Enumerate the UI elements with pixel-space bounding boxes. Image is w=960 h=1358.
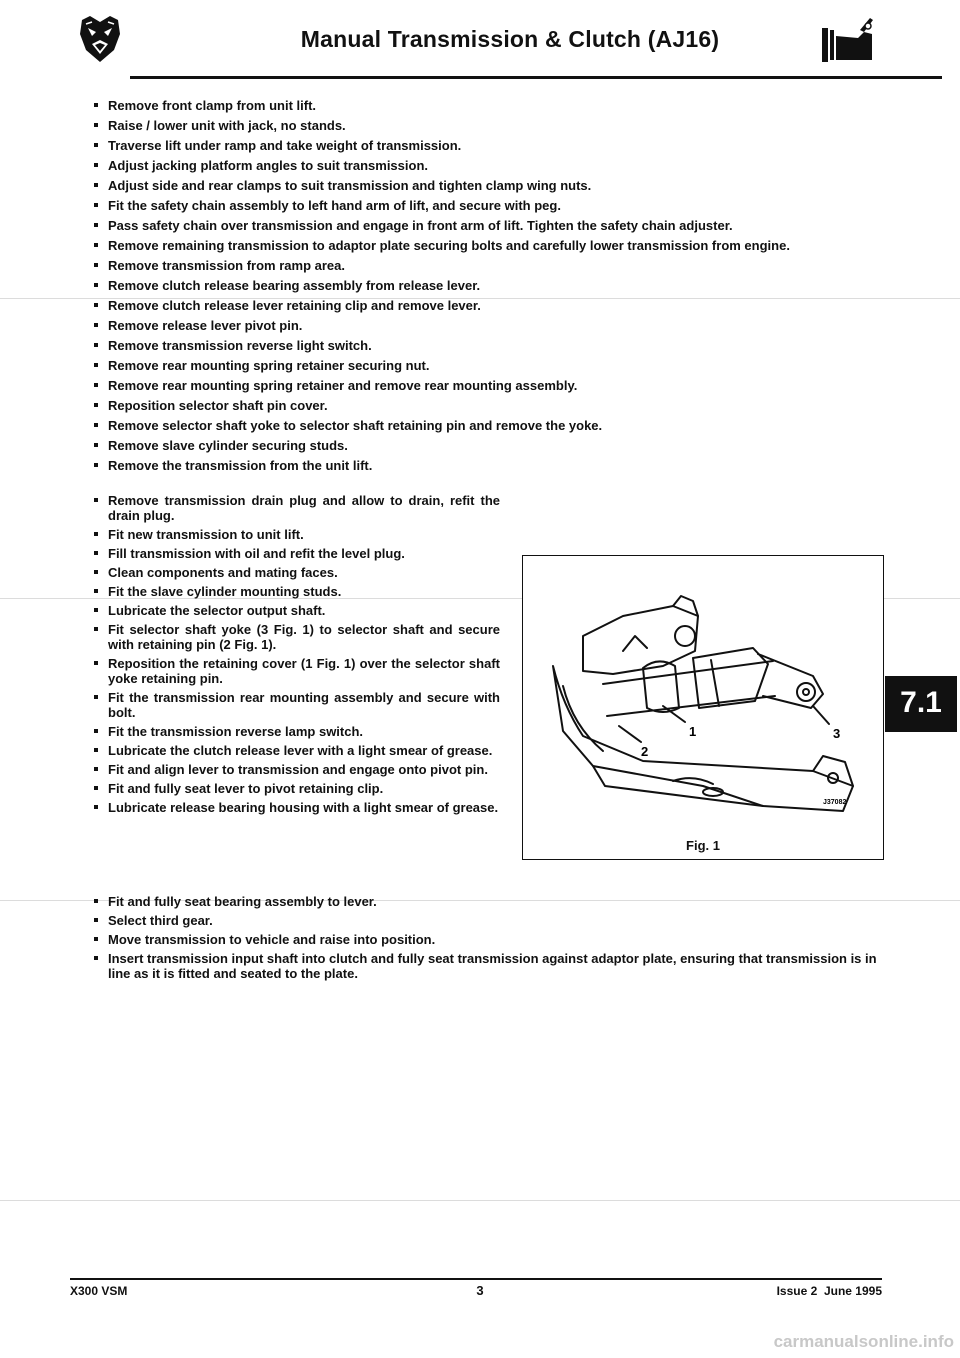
callout-label: 1 <box>689 724 697 739</box>
figure-1 <box>522 555 884 860</box>
header-rule <box>130 76 942 79</box>
footer-issue-date: Issue 2 June 1995 <box>776 1284 882 1298</box>
step-item: Fit the transmission reverse lamp switch. <box>88 724 500 739</box>
step-item: Remove transmission drain plug and allow to drain, refit the drain plug. <box>88 493 500 523</box>
step-item: Fill transmission with oil and refit the level plug. <box>88 546 500 561</box>
step-item: Remove clutch release bearing assembly from release lever. <box>88 278 888 293</box>
selector-yoke-illustration <box>523 556 883 836</box>
scan-guide-line <box>0 1200 960 1201</box>
figure-caption: Fig. 1 <box>686 838 720 853</box>
figure-ref-code: J37082 <box>823 799 847 806</box>
footer-rule <box>70 1278 882 1280</box>
step-item: Lubricate release bearing housing with a light smear of grease. <box>88 800 500 815</box>
step-item: Remove rear mounting spring retainer and remove rear mounting assembly. <box>88 378 888 393</box>
step-item: Lubricate the selector output shaft. <box>88 603 500 618</box>
step-item: Clean components and mating faces. <box>88 565 500 580</box>
step-item: Remove slave cylinder securing studs. <box>88 438 888 453</box>
step-item: Traverse lift under ramp and take weight of transmission. <box>88 138 888 153</box>
page-title: Manual Transmission & Clutch (AJ16) <box>300 26 720 52</box>
step-item: Fit selector shaft yoke (3 Fig. 1) to selector shaft and secure with retaining pin (2 Fig. 1). <box>88 622 500 652</box>
callout-label: 2 <box>641 744 649 759</box>
step-item: Remove remaining transmission to adaptor plate securing bolts and carefully lower transmission from engine. <box>88 238 888 253</box>
step-item: Remove transmission reverse light switch. <box>88 338 888 353</box>
step-item: Fit the transmission rear mounting assembly and secure with bolt. <box>88 690 500 720</box>
section-tab <box>885 676 957 732</box>
procedure-steps-middle <box>88 493 500 819</box>
step-item: Reposition selector shaft pin cover. <box>88 398 888 413</box>
section-tab-label: 7.1 <box>900 686 942 719</box>
step-item: Select third gear. <box>88 913 888 928</box>
step-item: Remove front clamp from unit lift. <box>88 98 888 113</box>
page-number: 3 <box>476 1283 484 1298</box>
step-item: Remove selector shaft yoke to selector shaft retaining pin and remove the yoke. <box>88 418 888 433</box>
footer-manual-code: X300 VSM <box>70 1284 128 1298</box>
step-item: Reposition the retaining cover (1 Fig. 1) over the selector shaft yoke retaining pin. <box>88 656 500 686</box>
step-item: Move transmission to vehicle and raise into position. <box>88 932 888 947</box>
step-item: Fit new transmission to unit lift. <box>88 527 500 542</box>
page-header <box>60 10 880 72</box>
step-item: Lubricate the clutch release lever with a light smear of grease. <box>88 743 500 758</box>
step-item: Remove rear mounting spring retainer securing nut. <box>88 358 888 373</box>
step-item: Pass safety chain over transmission and engage in front arm of lift. Tighten the safety chain adjuster. <box>88 218 888 233</box>
step-item: Remove transmission from ramp area. <box>88 258 888 273</box>
step-item: Fit the slave cylinder mounting studs. <box>88 584 500 599</box>
step-item: Adjust side and rear clamps to suit transmission and tighten clamp wing nuts. <box>88 178 888 193</box>
step-item: Remove clutch release lever retaining clip and remove lever. <box>88 298 888 313</box>
procedure-steps-bottom <box>88 894 888 985</box>
step-item: Adjust jacking platform angles to suit transmission. <box>88 158 888 173</box>
procedure-steps-top <box>88 98 888 478</box>
step-item: Insert transmission input shaft into clutch and fully seat transmission against adaptor plate, ensuring that transmission is in line as it is fitted and seated to the plate. <box>88 951 888 981</box>
step-item: Fit and fully seat bearing assembly to lever. <box>88 894 888 909</box>
step-item: Fit and align lever to transmission and engage onto pivot pin. <box>88 762 500 777</box>
step-item: Remove release lever pivot pin. <box>88 318 888 333</box>
callout-label: 3 <box>833 726 841 741</box>
watermark: carmanualsonline.info <box>773 1332 954 1351</box>
step-item: Fit and fully seat lever to pivot retaining clip. <box>88 781 500 796</box>
step-item: Remove the transmission from the unit lift. <box>88 458 888 473</box>
step-item: Raise / lower unit with jack, no stands. <box>88 118 888 133</box>
step-item: Fit the safety chain assembly to left hand arm of lift, and secure with peg. <box>88 198 888 213</box>
transmission-section-icon <box>820 16 876 66</box>
